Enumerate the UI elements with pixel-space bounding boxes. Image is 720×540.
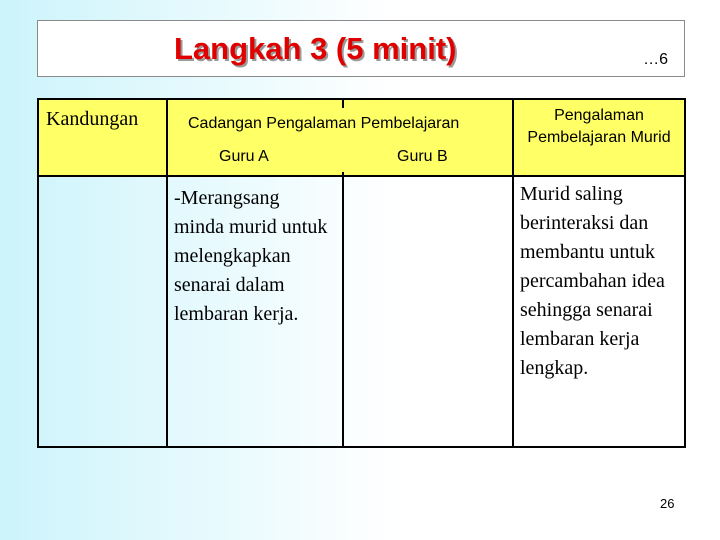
table-border-bottom (37, 446, 686, 448)
header-divider (37, 175, 686, 177)
table-border-top (37, 98, 686, 100)
body-guru-a: -Merangsang minda murid untuk melengkapkan senarai dalam lembaran kerja. (174, 187, 328, 325)
column-divider-1 (166, 98, 168, 448)
column-divider-3 (512, 98, 514, 448)
slide-reference: …6 (643, 51, 668, 68)
header-pengalaman-murid: Pengalaman Pembelajaran Murid (527, 107, 671, 146)
title-box (37, 20, 685, 77)
table-border-right (684, 98, 686, 448)
header-cadangan: Cadangan Pengalaman Pembelajaran (188, 115, 460, 132)
lesson-table (37, 98, 686, 448)
table-border-left (37, 98, 39, 448)
header-guru-b: Guru B (397, 148, 448, 165)
slide-title: Langkah 3 (5 minit) (174, 31, 457, 66)
column-divider-2-lower (342, 172, 344, 448)
column-divider-2 (342, 98, 344, 108)
body-murid: Murid saling berinteraksi dan membantu untuk percambahan idea sehingga senarai lembaran kerja lengkap. (520, 183, 665, 379)
page-number: 26 (660, 496, 675, 511)
header-guru-a: Guru A (219, 148, 269, 165)
header-kandungan: Kandungan (46, 108, 139, 130)
